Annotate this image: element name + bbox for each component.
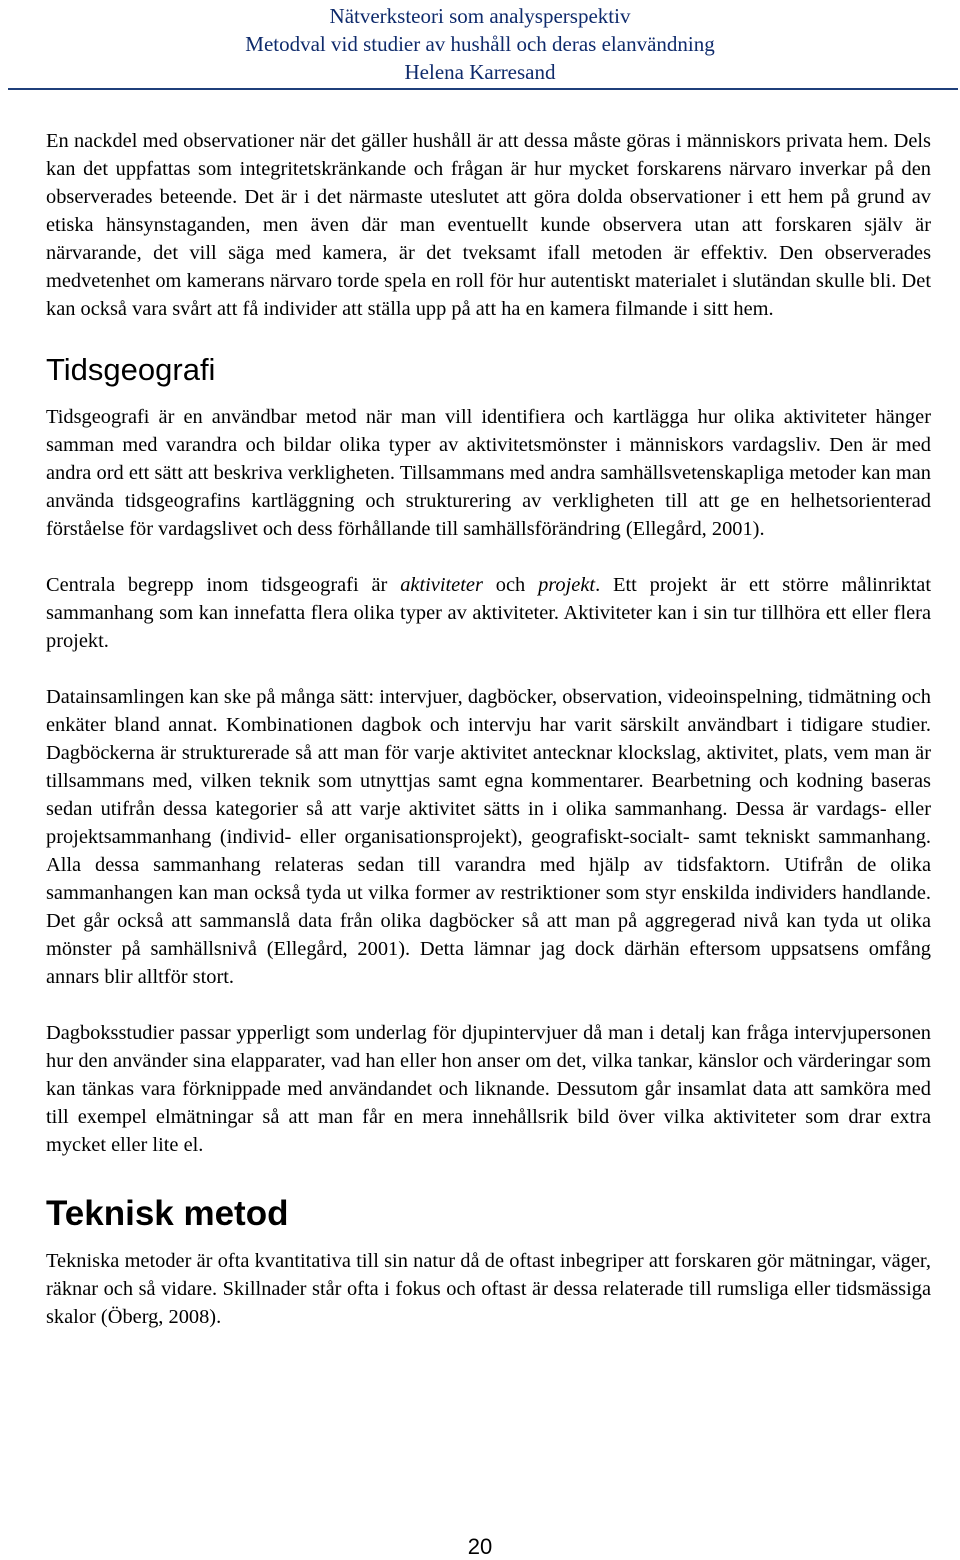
paragraph-data-collection: Datainsamlingen kan ske på många sätt: intervjuer, dagböcker, observation, videoinspelning, tidmätning och enkäter bland annat. Kombinationen dagbok och intervju har varit särskilt användbart i tidigare studier. Dagböckerna är strukturerade så att man för varje aktivitet antecknar klockslag, aktivitet, plats, vem man är tillsammans med, vilken teknik som utnyttjas samt egna kommentarer. Bearbetning och kodning baseras sedan utifrån dessa kategorier så att varje aktivitet sätts in i olika sammanhang. Dessa är vardags- eller projektsammanhang (individ- eller organisationsprojekt), geografiskt-socialt- samt tekniskt sammanhang. Alla dessa sammanhang relateras sedan till varandra med hjälp av tidsfaktorn. Utifrån de olika sammanhangen kan man också tyda ut vilka former av restriktioner som styr enskilda individers handlande. Det går också att sammanslå data från olika dagböcker så att man på aggregerad nivå kan tyda ut olika mönster på samhällsnivå (Ellegård, 2001). Detta lämnar jag dock därhän eftersom uppsatsens omfång annars blir alltför stort. xyxy=(46,686,931,988)
paragraph-technical-methods: Tekniska metoder är ofta kvantitativa till sin natur då de oftast inbegriper att forskaren gör mätningar, väger, räknar och så vidare. Skillnader står ofta i fokus och oftast är dessa relaterade till rumsliga eller tidsmässiga skalor (Öberg, 2008). xyxy=(46,1250,931,1328)
page-number: 20 xyxy=(467,1534,493,1559)
header-divider xyxy=(8,88,958,90)
header-author: Helena Karresand xyxy=(404,60,556,84)
paragraph-central-concepts xyxy=(46,571,931,655)
paragraph-diary-studies: Dagboksstudier passar ypperligt som underlag för djupintervjuer då man i detalj kan fråga intervjupersonen hur den använder sina elapparater, vad han eller hon anser om det, vilka tankar, känslor och värderingar som kan tänkas vara förknippade med användandet och liknande. Dessutom går insamlat data att samköra med till exempel elmätningar så att man får en mera innehållsrik bild över vilka aktiviteter som drar extra mycket eller lite el. xyxy=(46,1022,931,1156)
term-aktiviteter: aktiviteter xyxy=(400,574,483,596)
paragraph-tidsgeografi-intro: Tidsgeografi är en användbar metod när man vill identifiera och kartlägga hur olika aktiviteter hänger samman med varandra och bildar olika typer av aktivitetsmönster i människors vardagsliv. Den är med andra ord ett sätt att beskriva verkligheten. Tillsammans med andra samhällsvetenskapliga metoder kan man använda tidsgeografins kartläggning och strukturering av verkligheten till att ge en helhetsorienterad förståelse för vardagslivet och dess förhållande till samhällsförändring (Ellegård, 2001). xyxy=(46,406,931,540)
text-run: Centrala begrepp inom tidsgeografi är xyxy=(46,574,401,596)
header-title: Nätverksteori som analysperspektiv xyxy=(329,4,631,28)
header-subtitle: Metodval vid studier av hushåll och deras elanvändning xyxy=(245,32,715,56)
page-body xyxy=(46,127,931,1331)
text-run: . Ett projekt är ett större målinriktat sammanhang som kan innefatta flera olika typer av aktiviteter. Aktiviteter kan i sin tur tillhöra ett eller flera projekt. xyxy=(46,574,931,652)
section-heading-tidsgeografi: Tidsgeografi xyxy=(46,352,216,387)
term-projekt: projekt xyxy=(538,574,596,596)
section-heading-teknisk-metod: Teknisk metod xyxy=(46,1194,289,1233)
text-run: och xyxy=(482,574,539,596)
running-header xyxy=(0,2,960,86)
paragraph-observation-drawbacks: En nackdel med observationer när det gäller hushåll är att dessa måste göras i människors privata hem. Dels kan det uppfattas som integritetskränkande och frågan är hur mycket forskarens närvaro inverkar på den observerades beteende. Det är i det närmaste uteslutet att göra dolda observationer i ett hem på grund av etiska hänsynstaganden, men även där man eventuellt kunde observera utan att forskaren själv är närvarande, det vill säga med kamera, är det tveksamt ifall metoden är effektiv. Den observerades medvetenhet om kamerans närvaro torde spela en roll för hur autentiskt materialet i slutändan skulle bli. Det kan också vara svårt att få individer att ställa upp på att ha en kamera filmande i sitt hem. xyxy=(46,130,931,320)
